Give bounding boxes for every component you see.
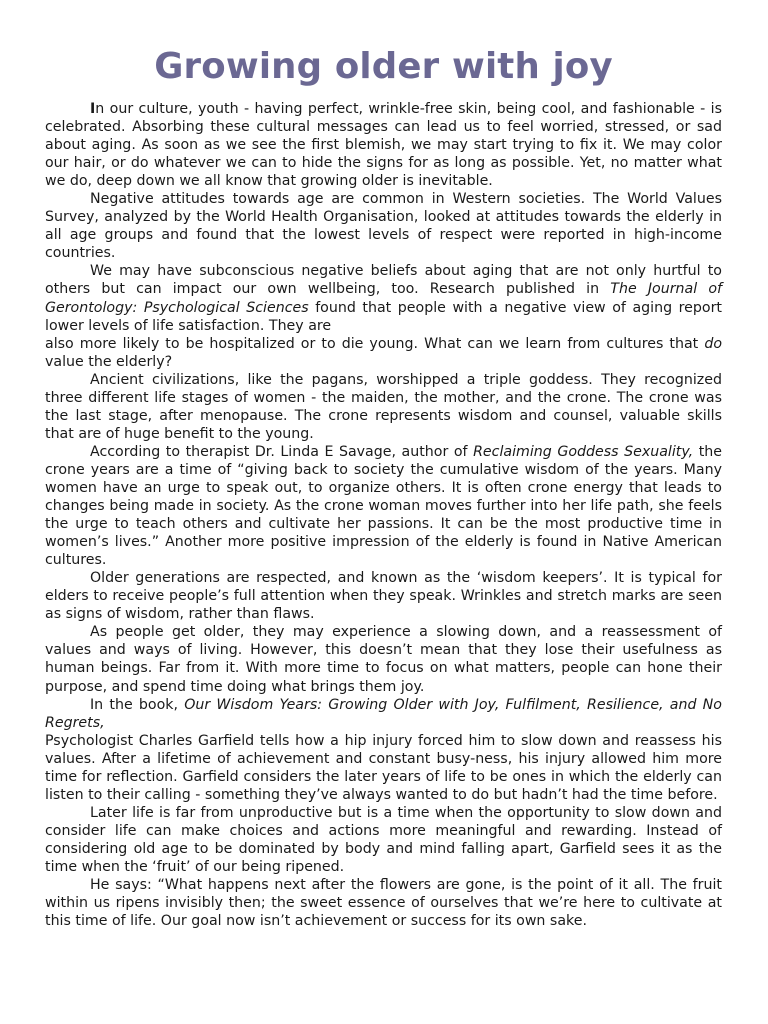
paragraph-12: He says: “What happens next after the flowers are gone, is the point of it all. The fruit within us ripens invisibly then; the sweet essence of ourselves that we’re here to cultivate at this time of life. Our goal now isn’t achievement or success for its own sake. bbox=[45, 877, 722, 930]
paragraph-10: Psychologist Charles Garfield tells how a hip injury forced him to slow down and reassess his values. After a lifetime of achievement and constant busy-ness, his injury allowed him more time for reflection. Garfield considers the later years of life to be ones in which the elderly can listen to their calling - something they’ve always wanted to do but hadn’t had the time before. bbox=[45, 732, 722, 803]
paragraph-5: Ancient civilizations, like the pagans, worshipped a triple goddess. They recognized three different life stages of women - the maiden, the mother, and the crone. The crone was the last stage, after menopause. The crone represents wisdom and counsel, valuable skills that are of huge benefit to the young. bbox=[45, 371, 722, 442]
paragraph-6-text-a: According to therapist Dr. Linda E Savage, author of bbox=[90, 443, 474, 460]
paragraph-7: Older generations are respected, and known as the ‘wisdom keepers’. It is typical for elders to receive people’s full attention when they speak. Wrinkles and stretch marks are seen as signs of wisdom, rather than flaws. bbox=[45, 570, 722, 623]
paragraph-4 bbox=[45, 335, 722, 371]
article-body bbox=[45, 100, 722, 930]
journal-title: The Journal of Gerontology: Psychological Sciences bbox=[45, 281, 722, 316]
paragraph-9-text: In the book, bbox=[90, 696, 185, 713]
paragraph-3-text-a: We may have subconscious negative beliefs about aging that are not only hurtful to others but can impact our own wellbeing, too. Research published in bbox=[45, 263, 722, 298]
book-title-reclaiming: Reclaiming Goddess Sexuality, bbox=[473, 443, 694, 460]
paragraph-11: Later life is far from unproductive but is a time when the opportunity to slow down and consider life can make choices and actions more meaningful and rewarding. Instead of considering old age to be dominated by body and mind falling apart, Garfield sees it as the time when the ‘fruit’ of our being ripened. bbox=[45, 804, 722, 875]
paragraph-8: As people get older, they may experience a slowing down, and a reassessment of values and ways of living. However, this doesn’t mean that they lose their usefulness as human beings. Far from it. With more time to focus on what matters, people can hone their purpose, and spend time doing what brings them joy. bbox=[45, 624, 722, 695]
paragraph-1 bbox=[45, 100, 722, 190]
paragraph-3-text-b: found that people with a negative view of aging report lower levels of life satisfaction. They are bbox=[45, 299, 722, 334]
paragraph-2: Negative attitudes towards age are common in Western societies. The World Values Survey, analyzed by the World Health Organisation, looked at attitudes towards the elderly in all age groups and found that the lowest levels of respect were reported in high-income countries. bbox=[45, 191, 722, 262]
page-title: Growing older with joy bbox=[154, 46, 613, 87]
paragraph-6 bbox=[45, 443, 722, 569]
paragraph-1-text: n our culture, youth - having perfect, wrinkle-free skin, being cool, and fashionable - is celebrated. Absorbing these cultural messages can lead us to feel worried, stressed, or sad about aging. As soon as we see the first blemish, we may start trying to fix it. We may color our hair, or do whatever we can to hide the signs for as long as possible. Yet, no matter what we do, deep down we all know that growing older is inevitable. bbox=[45, 101, 722, 190]
paragraph-4-text-b: value the elderly? bbox=[45, 353, 173, 370]
paragraph-9 bbox=[45, 696, 722, 732]
initial-letter: I bbox=[90, 101, 96, 117]
paragraph-6-text-b: the crone years are a time of “giving back to society the cumulative wisdom of the years. Many women have an urge to speak out, to organize others. It is often crone energy that leads to changes being made in society. As the crone woman moves further into her life path, she feels the urge to teach others and cultivate her passions. It can be the most productive time in women’s lives.” Another more positive impression of the elderly is found in Native American cultures. bbox=[45, 443, 723, 569]
paragraph-3 bbox=[45, 262, 722, 334]
paragraph-4-text-a: also more likely to be hospitalized or to die young. What can we learn from cultures that bbox=[45, 335, 705, 352]
book-title-wisdom-years: Our Wisdom Years: Growing Older with Joy, Fulfilment, Resilience, and No Regrets, bbox=[45, 696, 722, 731]
document-page bbox=[45, 44, 722, 930]
emphasis-do: do bbox=[704, 335, 722, 352]
